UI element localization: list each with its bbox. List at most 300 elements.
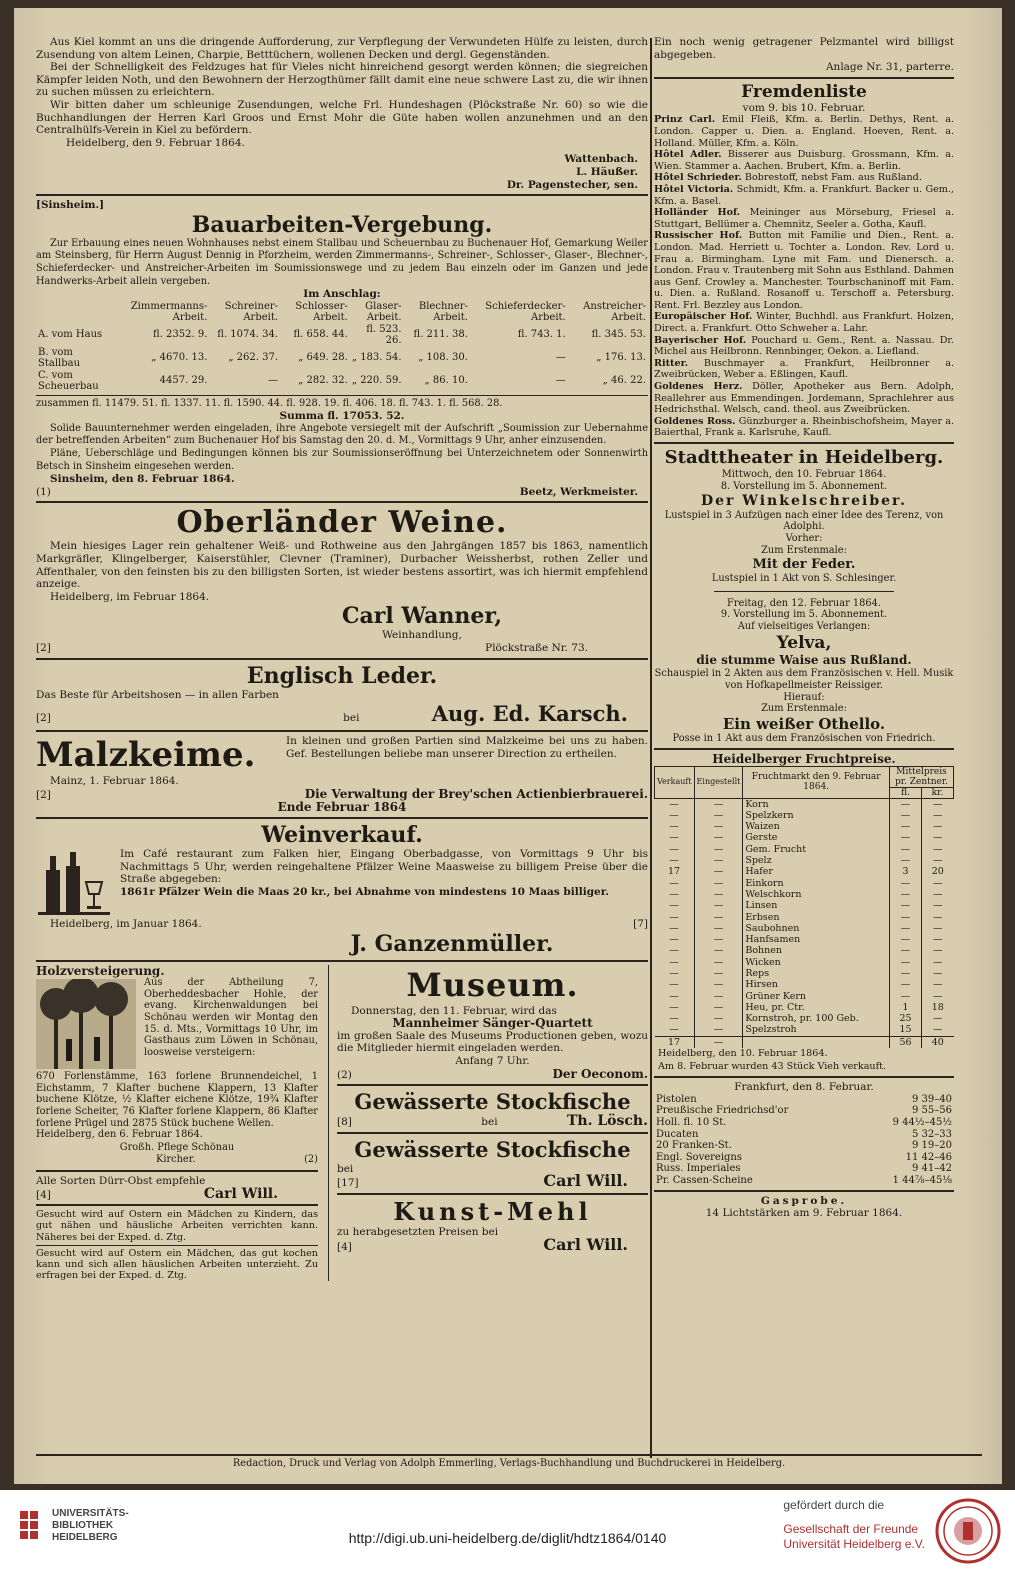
holz-number: (2) (304, 1154, 318, 1166)
cell: „ 108. 30. (418, 352, 468, 364)
table-row (655, 832, 954, 843)
cell: 9 41–42 (912, 1163, 952, 1175)
guest-text: Emil Fleiß, Kfm. a. Berlin. Dethys, Rent. a. London. Capper u. Dien. a. England. Hoeven, Rent. a. Holland. Müller, Kfm. a. Köln. (654, 114, 954, 149)
frucht-total-row (655, 1036, 954, 1048)
table-row (655, 991, 954, 1002)
guest-text: Buschmayer a. Frankfurt, Heilbronner a. Zweibrücken, Weber a. Eßlingen, Kaufl. (654, 357, 954, 381)
table-row (655, 810, 954, 821)
cell: — (922, 991, 954, 1002)
cell: Pistolen (656, 1093, 697, 1105)
table-row (36, 324, 648, 347)
cell: — (694, 1024, 743, 1036)
table-row (655, 889, 954, 900)
bau-header: Blechner-Arbeit. (418, 300, 468, 324)
bau-anschlag: Im Anschlag: (303, 288, 381, 301)
museum-column (328, 965, 648, 1282)
divider (337, 1084, 648, 1086)
guest-text: Bisserer aus Duisburg. Grossmann, Kfm. a. Wien. Stammer a. Aachen. Brubert, Kfm. a. Berlin. (654, 149, 954, 172)
hotel-name: Ritter. (654, 357, 689, 369)
divider (337, 1193, 648, 1195)
holz-office: Großh. Pflege Schönau (119, 1141, 235, 1153)
malz-text: In kleinen und großen Partien sind Malzkeime bei uns zu haben. Gef. Bestellungen beliebe man unserer Direction zu ertheilen. (286, 735, 648, 760)
table-row (655, 1002, 954, 1013)
cell: — (694, 798, 743, 810)
divider (714, 591, 894, 592)
cell: — (890, 934, 922, 945)
table-row (654, 1094, 954, 1106)
kiel-p1: Aus Kiel kommt an uns die dringende Aufforderung, zur Verpflegung der Verwundeten Hülfe zu leisten, durch Zusendung von altem Leinen, Charpie, Betttüchern, wollenen Decken und dergl. Gegenständen. (36, 36, 648, 61)
library-name-2: BIBLIOTHEK (52, 1520, 114, 1531)
cell: — (669, 821, 679, 833)
cell: — (922, 1013, 954, 1024)
cell: — (669, 809, 679, 821)
frankfurt-table (654, 1094, 954, 1187)
list-item (654, 358, 954, 381)
cell: 25 (890, 1013, 922, 1024)
cell: — (268, 375, 279, 387)
cell: Bohnen (743, 945, 890, 956)
theater-erstenmale-2: Zum Erstenmale: (761, 703, 847, 715)
museum-signature: Der Oeconom. (552, 1066, 648, 1081)
mehl-text: zu herabgesetzten Preisen bei (337, 1225, 499, 1238)
cell: — (922, 968, 954, 979)
cell: — (694, 878, 743, 889)
theater-desc-1: Lustspiel in 3 Aufzügen nach einer Idee des Terenz, von Adolphi. (664, 509, 944, 533)
cell: Grüner Kern (743, 991, 890, 1002)
malz-title: Malzkeime. (36, 735, 256, 776)
cell: — (922, 889, 954, 900)
cell: 4457. 29. (159, 375, 208, 387)
theater-hierauf: Hierauf: (783, 691, 825, 703)
leder-ad (36, 663, 648, 728)
cell: 9 44½–45½ (892, 1117, 952, 1129)
wein-title: Oberländer Weine. (176, 505, 508, 541)
cell: 3 (890, 866, 922, 877)
kiel-appeal (36, 36, 648, 191)
table-row (654, 1163, 954, 1175)
leder-bei: bei (343, 712, 360, 725)
weinverkauf-p1: Im Café restaurant zum Falken hier, Eingang Oberbadgasse, von Vormittags 9 Uhr bis Nachmittags 5 Uhr, werden reingehaltene Pfälzer Weine Maasweise zu billigem Preise über die Straße abgegeben: (120, 847, 648, 886)
fisch1-title: Gewässerte Stockfische (354, 1089, 631, 1115)
frankfurt-title: Frankfurt, den 8. Februar. (734, 1081, 874, 1094)
wein-ad (36, 506, 648, 654)
cell: Saubohnen (743, 923, 890, 934)
fisch2-name: Carl Will. (543, 1171, 628, 1191)
theater-vorstellung-1: 8. Vorstellung im 5. Abonnement. (720, 480, 888, 492)
cell: 1 (890, 1002, 922, 1013)
cell: — (669, 945, 679, 957)
fisch2-title: Gewässerte Stockfische (354, 1136, 631, 1162)
frucht-title: Heidelberger Fruchtpreise. (712, 751, 896, 766)
cell: A. vom Haus (38, 329, 103, 341)
fisch1-number: [8] (337, 1116, 352, 1129)
weinverkauf-p2: 1861r Pfälzer Wein die Maas 20 kr., bei Abnahme von mindestens 10 Maas billiger. (120, 885, 609, 898)
hotel-name: Goldenes Herz. (654, 381, 743, 393)
cell: 40 (922, 1036, 954, 1048)
list-item (654, 114, 954, 149)
museum-p1: Donnerstag, den 11. Februar, wird das (351, 1004, 557, 1017)
cell: „ 176. 13. (596, 352, 646, 364)
cell: — (694, 957, 743, 968)
cell: — (694, 900, 743, 911)
library-name-1: UNIVERSITÄTS- (52, 1508, 129, 1519)
cell: 18 (922, 1002, 954, 1013)
cell: — (890, 889, 922, 900)
cell: fl. 523. 26. (366, 323, 402, 347)
table-row (655, 878, 954, 889)
cell: Engl. Sovereigns (656, 1151, 743, 1163)
cell: Spelzkern (743, 810, 890, 821)
table-row (655, 934, 954, 945)
cell: — (890, 912, 922, 923)
pelz-address: Anlage Nr. 31, parterre. (825, 61, 954, 74)
malz-date: Mainz, 1. Februar 1864. (50, 775, 179, 788)
hotel-name: Holländer Hof. (654, 207, 741, 219)
bau-header: Schlosser-Arbeit. (295, 300, 348, 324)
divider (36, 395, 648, 396)
cell: Hafer (743, 866, 890, 877)
cell: — (694, 1002, 743, 1013)
mehl-ad (337, 1198, 648, 1253)
wine-bottles-illustration (36, 850, 112, 916)
mehl-number: [4] (337, 1240, 352, 1253)
bau-date: Sinsheim, den 8. Februar 1864. (50, 473, 235, 486)
bau-p3: Pläne, Ueberschläge und Bedingungen können bis zur Soumissionseröffnung bei Unterzeichnetem oder Sonnenwirth Betsch in Sinsheim eingesehen werden. (36, 448, 648, 472)
divider (654, 1076, 954, 1078)
list-item (654, 207, 954, 230)
theater-play-2: Mit der Feder. (752, 556, 856, 572)
divider (654, 1190, 954, 1192)
cell: — (890, 878, 922, 889)
cell: — (890, 957, 922, 968)
wein-date: Heidelberg, im Februar 1864. (50, 590, 210, 603)
table-row (655, 979, 954, 990)
weinverkauf-date: Heidelberg, im Januar 1864. (50, 917, 202, 930)
gesucht-ad-2: Gesucht wird auf Ostern ein Mädchen, das gut kochen kann und sich allen häuslichen Arbeiten unterzieht. Zu erfragen bei der Exped. d. Ztg. (36, 1247, 318, 1282)
divider (36, 1204, 318, 1206)
cell: — (922, 923, 954, 934)
table-row (655, 844, 954, 855)
table-row (654, 1152, 954, 1164)
guest-text: Pouchard u. Gem., Rent. a. Nassau. Dr. Michel aus Heilbronn. Rennbinger, Oekon. a. Liefland. (654, 334, 954, 358)
divider (36, 817, 648, 819)
cell: — (890, 855, 922, 866)
theater-play-1: Der Winkelschreiber. (700, 492, 908, 509)
table-row (655, 866, 954, 877)
guest-text: Meininger aus Mörseburg, Friesel a. Stuttgart, Bellümer a. Chemnitz, Seeler a. Gotha, Kaufl. (654, 207, 954, 230)
cell: — (669, 934, 679, 946)
column-divider (650, 38, 652, 1458)
theater-erstenmale-1: Zum Erstenmale: (761, 544, 847, 556)
newspaper-page (14, 8, 1002, 1484)
cell: fl. 658. 44. (293, 329, 348, 341)
theater-title: Stadttheater in Heidelberg. (664, 447, 944, 468)
cell: 20 Franken-St. (656, 1140, 732, 1152)
wein-number: [2] (36, 642, 51, 654)
cell: — (669, 956, 679, 968)
frucht-note-2: Am 8. Februar wurden 43 Stück Vieh verkauft. (658, 1060, 887, 1072)
holz-date: Heidelberg, den 6. Februar 1864. (36, 1129, 203, 1141)
gas-text: 14 Lichtstärken am 9. Februar 1864. (705, 1207, 903, 1220)
divider (36, 501, 648, 503)
cell: 20 (922, 866, 954, 877)
mehl-title: Kunst-Mehl (393, 1196, 592, 1226)
museum-band: Mannheimer Sänger-Quartett (392, 1016, 593, 1031)
guest-text: Günzburger a. Rheinbischofsheim, Mayer a. Baierthal, Frank a. Karlsruhe, Kaufl. (654, 415, 954, 439)
theater-vorher: Vorher: (785, 533, 823, 545)
divider (36, 960, 648, 962)
cell: Heu, pr. Ctr. (743, 1002, 890, 1013)
hotel-name: Goldenes Ross. (654, 415, 736, 427)
duerr-text: Alle Sorten Dürr-Obst empfehle (36, 1174, 206, 1187)
kiel-p2: Bei der Schnelligkeit des Feldzuges hat für Vieles nicht hinreichend gesorgt werden können; die siegreichen Kämpfer leiden Noth, und den Bewohnern der Herzogthümer fällt damit eine neue schwere Last zu, die wir ihnen zu suchen müssen zu erleichtern. (36, 61, 648, 99)
cell: — (694, 979, 743, 990)
cell: — (694, 821, 743, 832)
table-row (655, 968, 954, 979)
cell: — (669, 979, 679, 991)
list-item (654, 172, 954, 184)
table-row (654, 1117, 954, 1129)
cell: fl. 743. 1. (517, 329, 566, 341)
document-url[interactable]: http://digi.ub.uni-heidelberg.de/diglit/hdtz1864/0140 (348, 1530, 667, 1546)
divider (654, 748, 954, 750)
list-item (654, 184, 954, 207)
theater-vorstellung-2: 9. Vorstellung im 5. Abonnement. (720, 609, 888, 621)
cell: 15 (890, 1024, 922, 1036)
museum-start: Anfang 7 Uhr. (455, 1054, 530, 1067)
bau-header: Anstreicher-Arbeit. (583, 300, 646, 324)
cell: „ 4670. 13. (151, 352, 208, 364)
cell: — (922, 798, 954, 810)
cell: — (922, 844, 954, 855)
cell: — (555, 375, 566, 387)
list-item (654, 381, 954, 416)
cell: 1 44⅞–45⅛ (892, 1175, 952, 1187)
frucht-header-verkauft: Verkauft (655, 766, 695, 798)
frucht-header-preis: Mittelpreis pr. Zentner. (890, 766, 954, 787)
cell: — (669, 1001, 679, 1013)
cell: — (922, 1024, 954, 1036)
cell: — (694, 889, 743, 900)
bau-summa: Summa fl. 17053. 52. (279, 410, 405, 423)
fremdenliste (654, 82, 954, 439)
bau-table (36, 301, 648, 393)
guest-text: Button mit Familie und Dien., Rent. a. London. Mad. Herriett u. Tochter a. London. Rev. Lord u. Frau a. Birmingham. Lyne mit Fam. und Dienersch. a. London. Frau v. Trautenberg mit Sohn aus Esthland. Dahmen aus Genf. Crowley a. Manchester. Tourbschaninoff mit Fam. u. Dien. a. Rußland. Rosanoff u. Terschoff a. Petersburg. Rent. Frl. Bezzley aus London. (654, 230, 954, 311)
cell: „ 86. 10. (424, 375, 468, 387)
cell: — (669, 888, 679, 900)
cell: — (669, 1013, 679, 1025)
frucht-table (654, 766, 954, 1049)
cell: — (669, 990, 679, 1002)
bau-header: Schreiner-Arbeit. (224, 300, 279, 324)
cell: — (669, 900, 679, 912)
cell: — (694, 991, 743, 1002)
gesucht-ad-1: Gesucht wird auf Ostern ein Mädchen zu Kindern, das gut nähen und häusliche Arbeiten verrichten kann. Näheres bei der Exped. d. Ztg. (36, 1209, 318, 1243)
leder-number: [2] (36, 712, 51, 725)
cell: Reps (743, 968, 890, 979)
theater-desc-2: Lustspiel in 1 Akt von S. Schlesinger. (711, 572, 897, 584)
table-row (655, 1024, 954, 1036)
wein-p1: Mein hiesiges Lager rein gehaltener Weiß- und Rothweine aus den Jahrgängen 1857 bis 1863, namentlich Markgräfler, Klingelberger, Kaiserstühler, Clevner (Traminer), Durbacher Weissherbst, rothen Zeller und Affenthaler, von den feinsten bis zu den billigsten Sorten, ist wieder bestens assortirt, was ich hiermit empfehlend anzeige. (36, 540, 648, 591)
frucht-header-eingestellt: Eingestellt (694, 766, 743, 798)
malz-signature: Die Verwaltung der Brey'schen Actienbierbrauerei. (304, 786, 648, 801)
cell: — (694, 934, 743, 945)
divider (654, 442, 954, 444)
cell: — (669, 877, 679, 889)
imprint: Redaction, Druck und Verlag von Adolph Emmerling, Verlags-Buchhandlung und Buchdruckerei in Heidelberg. (36, 1454, 982, 1469)
bau-title: Bauarbeiten-Vergebung. (191, 211, 493, 238)
cell: „ 649. 28. (298, 352, 348, 364)
theater-desc-3: Schauspiel in 2 Akten aus dem Französischen v. Hell. Musik von Hofkapellmeister Reissiger. (654, 667, 954, 691)
divider (36, 1170, 318, 1172)
cell: — (890, 900, 922, 911)
cell: 5 32–33 (912, 1128, 952, 1140)
guest-text: Schmidt, Kfm. a. Frankfurt. Backer u. Gem., Kfm. a. Basel. (654, 183, 954, 207)
bau-p2: Solide Bauunternehmer werden eingeladen, ihre Angebote versiegelt mit der Aufschrift „Soumission zur Uebernahme der betreffenden Arbeiten“ zum Buchenauer Hof bis Samstag den 20. d. M., Vormittags 9 Uhr, anher einzusenden. (36, 422, 648, 447)
cell: — (694, 832, 743, 843)
cell: — (890, 945, 922, 956)
bau-header: Glaser-Arbeit. (365, 300, 402, 324)
list-item (654, 416, 954, 439)
museum-ad (337, 965, 648, 1082)
cell: — (694, 923, 743, 934)
cell: — (922, 979, 954, 990)
divider (654, 77, 954, 79)
digitization-footer (0, 1490, 1015, 1584)
bau-header (36, 301, 115, 324)
theater-desc-4: Posse in 1 Akt aus dem Französischen von Friedrich. (672, 733, 936, 745)
cell: Spelz (743, 855, 890, 866)
bau-place: [Sinsheim.] (36, 199, 105, 212)
cell: — (890, 798, 922, 810)
table-row (655, 923, 954, 934)
guest-text: Winter, Buchhdl. aus Frankfurt. Holzen, Direct. a. Frankfurt. Otto Schweher a. Lahr. (654, 311, 955, 335)
kiel-signature-2: L. Häußer. (576, 165, 638, 178)
cell: — (922, 912, 954, 923)
frucht-header-fl: fl. (890, 787, 922, 798)
fisch-ad-1 (337, 1089, 648, 1129)
cell: — (922, 945, 954, 956)
theater (654, 447, 954, 745)
society-name-2: Universität Heidelberg e.V. (783, 1537, 925, 1551)
leder-name: Aug. Ed. Karsch. (431, 701, 628, 727)
gas-title: Gasprobe. (760, 1194, 848, 1207)
bau-ad (36, 199, 648, 498)
divider (337, 1132, 648, 1134)
fremden-sub: vom 9. bis 10. Februar. (742, 101, 866, 114)
table-row (36, 347, 648, 370)
society-name-1: Gesellschaft der Freunde (783, 1522, 919, 1536)
cell: — (669, 843, 679, 855)
frucht-note-1: Heidelberg, den 10. Februar 1864. (658, 1048, 828, 1060)
hotel-name: Prinz Carl. (654, 114, 716, 126)
fruchtpreise (654, 753, 954, 1073)
hotel-name: Europäischer Hof. (654, 311, 753, 323)
cell: 9 39–40 (912, 1093, 952, 1105)
table-row (655, 957, 954, 968)
malz-end: Ende Februar 1864 (277, 800, 407, 815)
cell: Welschkorn (743, 889, 890, 900)
pelz-ad (654, 36, 954, 74)
cell: Ducaten (656, 1128, 699, 1140)
cell: — (922, 878, 954, 889)
right-column (654, 36, 954, 1220)
cell: 11 42–46 (905, 1151, 952, 1163)
mehl-name: Carl Will. (543, 1234, 628, 1254)
fisch-ad-2 (337, 1137, 648, 1190)
wein-name: Carl Wanner, (341, 603, 503, 630)
theater-date-1: Mittwoch, den 10. Februar 1864. (721, 469, 887, 480)
table-row (655, 900, 954, 911)
forest-illustration (36, 979, 136, 1069)
cell: — (922, 900, 954, 911)
wein-address: Plöckstraße Nr. 73. (485, 642, 588, 654)
cell: — (922, 832, 954, 843)
malz-number: [2] (36, 788, 51, 801)
divider (36, 1245, 318, 1246)
kiel-signature-3: Dr. Pagenstecher, sen. (506, 178, 638, 191)
weinverkauf-number: [7] (633, 917, 648, 930)
theater-verlangen: Auf vielseitiges Verlangen: (737, 621, 871, 633)
holz-ad (36, 965, 318, 1167)
holz-title: Holzversteigerung. (36, 963, 165, 978)
list-item (654, 311, 954, 334)
duerr-number: [4] (36, 1188, 51, 1201)
table-row (655, 1013, 954, 1024)
cell: — (694, 855, 743, 866)
cell: Linsen (743, 900, 890, 911)
cell: — (669, 968, 679, 979)
cell: — (669, 855, 679, 867)
sponsor-logo[interactable] (783, 1498, 1001, 1564)
left-column (36, 36, 648, 1281)
frucht-header-kr: kr. (922, 787, 954, 798)
cell: — (694, 1036, 743, 1048)
fisch1-name: Th. Lösch. (566, 1113, 648, 1130)
cell: C. vom Scheuerbau (38, 369, 99, 393)
hotel-name: Hôtel Schrieder. (654, 172, 742, 184)
hotel-name: Russischer Hof. (654, 230, 743, 242)
cell: — (890, 991, 922, 1002)
bau-header: Zimmermanns-Arbeit. (130, 300, 208, 324)
small-ads-column (36, 965, 318, 1282)
cell: — (555, 352, 566, 364)
cell: Holl. fl. 10 St. (656, 1117, 727, 1129)
leder-title: Englisch Leder. (246, 662, 438, 689)
fisch1-bei: bei (481, 1116, 498, 1129)
table-row (655, 945, 954, 956)
pelz-text: Ein noch wenig getragener Pelzmantel wird billigst abgegeben. (654, 36, 954, 61)
cell: — (922, 810, 954, 821)
kiel-date: Heidelberg, den 9. Februar 1864. (66, 136, 245, 149)
malz-ad (36, 735, 648, 814)
leder-text: Das Beste für Arbeitshosen — in allen Farben (36, 688, 279, 701)
kiel-p3: Wir bitten daher um schleunige Zusendungen, welche Frl. Hundeshagen (Plöckstraße Nr. 60) so wie die Buchhandlungen der Herren Karl Groos und Ernst Mohr die Güte haben wollen anzunehmen und an den Centralhülfs-Verein in Kiel zu befördern. (36, 98, 648, 137)
duerr-name: Carl Will. (203, 1185, 278, 1202)
fisch2-bei: bei (337, 1162, 354, 1175)
frucht-header-markt: Fruchtmarkt den 9. Februar 1864. (743, 766, 890, 798)
table-row (654, 1105, 954, 1117)
fremden-title: Fremdenliste (741, 81, 867, 102)
cell: — (890, 844, 922, 855)
theater-date-2: Freitag, den 12. Februar 1864. (727, 597, 881, 609)
cell: — (669, 798, 679, 810)
funded-by: gefördert durch die (783, 1498, 885, 1512)
cell: — (890, 810, 922, 821)
bau-p1: Zur Erbauung eines neuen Wohnhauses nebst einem Stallbau und Scheuernbau zu Buchenauer Hof, Gemarkung Weiler am Steinsberg, für Herrn August Dennig in Pforzheim, werden Zimmermanns-, Schreiner-, Schlosser-, Glaser-, Blechner-, Schieferdecker- und Anstreicher-Arbeiten im Soumissionswege und zu jedem Bau einzeln oder im Ganzen und jede Handwerks-Arbeit allein vergeben. (36, 237, 648, 287)
cell: „ 262. 37. (228, 352, 279, 364)
divider (36, 730, 648, 732)
